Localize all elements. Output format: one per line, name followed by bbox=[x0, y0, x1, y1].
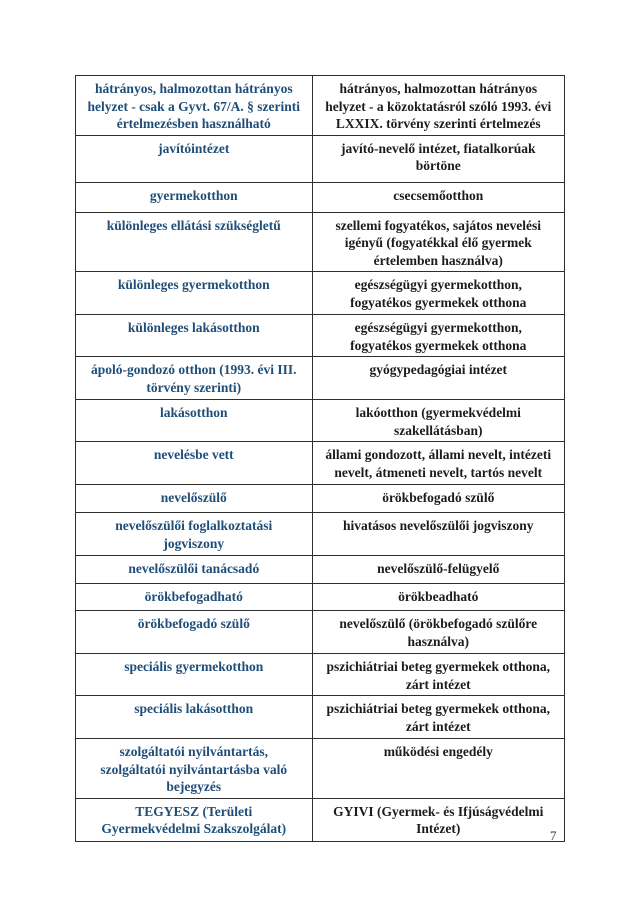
table-row bbox=[76, 400, 564, 442]
table-row bbox=[76, 556, 564, 584]
term-cell: gyermekotthon bbox=[76, 183, 313, 212]
definition-cell: nevelőszülő-felügyelő bbox=[377, 561, 500, 576]
definition-cell: örökbefogadó szülő bbox=[382, 490, 495, 505]
term-cell: örökbefogadó szülő bbox=[76, 611, 313, 653]
table-row bbox=[76, 584, 564, 611]
definition-cell: állami gondozott, állami nevelt, intézeti nevelt, átmeneti nevelt, tartós nevelt bbox=[325, 447, 552, 480]
term-cell: különleges gyermekotthon bbox=[76, 272, 313, 314]
definition-cell: csecsemőotthon bbox=[393, 187, 484, 203]
definition-cell: pszichiátriai beteg gyermekek otthona, zárt intézet bbox=[326, 701, 550, 734]
table-row bbox=[76, 76, 564, 136]
definition-cell: hátrányos, halmozottan hátrányos helyzet - a közoktatásról szóló 1993. évi LXXIX. törvény szerinti értelmezés bbox=[325, 81, 552, 131]
table-row bbox=[76, 611, 564, 654]
table-row bbox=[76, 485, 564, 513]
table-row bbox=[76, 654, 564, 696]
term-cell: különleges lakásotthon bbox=[76, 315, 313, 356]
table-row bbox=[76, 799, 564, 841]
page-number: 7 bbox=[550, 828, 557, 843]
term-cell: nevelőszülői tanácsadó bbox=[76, 556, 313, 583]
definition-cell: egészségügyi gyermekotthon, fogyatékos gyermekek otthona bbox=[350, 277, 527, 310]
term-cell: nevelőszülői foglalkoztatási jogviszony bbox=[76, 513, 313, 555]
term-cell: örökbefogadható bbox=[76, 584, 313, 610]
definition-cell: gyógypedagógiai intézet bbox=[369, 362, 508, 377]
definition-cell: javító-nevelő intézet, fiatalkorúak börtöne bbox=[340, 140, 536, 173]
table-row bbox=[76, 696, 564, 739]
term-cell: hátrányos, halmozottan hátrányos helyzet - csak a Gyvt. 67/A. § szerinti értelmezésben használható bbox=[76, 76, 313, 135]
term-cell: ápoló-gondozó otthon (1993. évi III. törvény szerinti) bbox=[76, 357, 313, 399]
definition-cell: pszichiátriai beteg gyermekek otthona, zárt intézet bbox=[326, 659, 550, 692]
term-cell: szolgáltatói nyilvántartás, szolgáltatói nyilvántartásba való bejegyzés bbox=[76, 739, 313, 798]
table-row bbox=[76, 739, 564, 799]
term-cell: javítóintézet bbox=[76, 136, 313, 182]
table-row bbox=[76, 183, 564, 213]
definition-cell: működési engedély bbox=[383, 744, 493, 759]
definition-cell: egészségügyi gyermekotthon, fogyatékos gyermekek otthona bbox=[350, 320, 527, 353]
table-row bbox=[76, 213, 564, 273]
table-row bbox=[76, 315, 564, 357]
term-cell: TEGYESZ (Területi Gyermekvédelmi Szakszolgálat) bbox=[76, 799, 313, 841]
definition-cell: GYIVI (Gyermek- és Ifjúságvédelmi Intézet) bbox=[333, 803, 544, 836]
table-row bbox=[76, 513, 564, 556]
definition-cell: nevelőszülő (örökbefogadó szülőre használva) bbox=[339, 616, 538, 649]
term-cell: speciális gyermekotthon bbox=[76, 654, 313, 695]
term-cell: speciális lakásotthon bbox=[76, 696, 313, 738]
definition-cell: lakóotthon (gyermekvédelmi szakellátásban) bbox=[355, 405, 521, 438]
terminology-table bbox=[75, 75, 565, 842]
table-row bbox=[76, 272, 564, 315]
term-cell: nevelésbe vett bbox=[76, 442, 313, 484]
term-cell: különleges ellátási szükségletű bbox=[76, 213, 313, 272]
definition-cell: hivatásos nevelőszülői jogviszony bbox=[343, 518, 534, 533]
table-row bbox=[76, 136, 564, 183]
definition-cell: örökbeadható bbox=[398, 589, 479, 604]
term-cell: nevelőszülő bbox=[76, 485, 313, 512]
term-cell: lakásotthon bbox=[76, 400, 313, 441]
definition-cell: szellemi fogyatékos, sajátos nevelési igényű (fogyatékkal élő gyermek értelemben használva) bbox=[335, 217, 541, 268]
table-row bbox=[76, 357, 564, 400]
table-row bbox=[76, 442, 564, 485]
